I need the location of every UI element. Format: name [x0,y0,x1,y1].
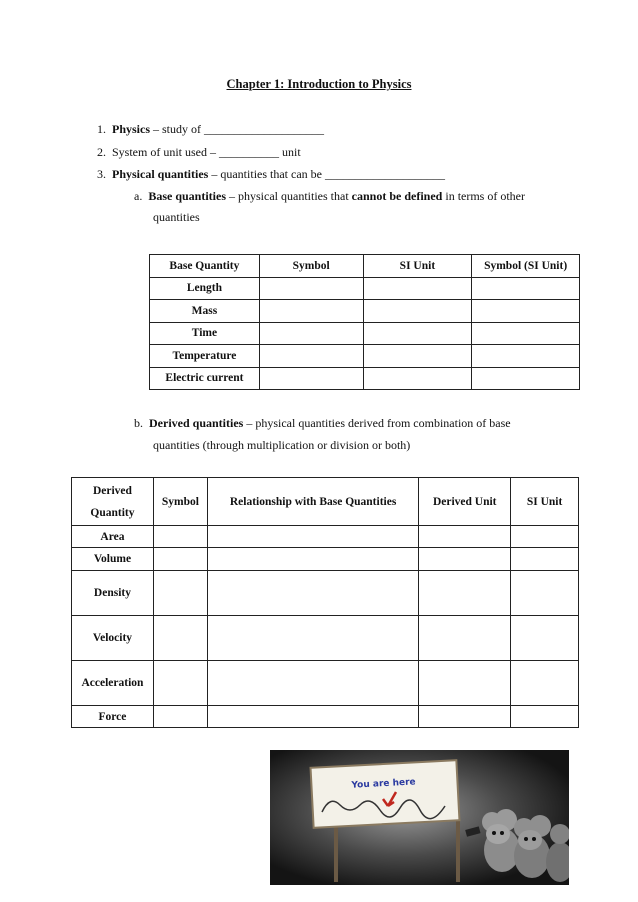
table-cell[interactable] [259,367,363,390]
table-row [150,300,580,323]
sub-b-letter: b. [134,416,143,430]
table-cell[interactable] [419,616,511,661]
table-header: Symbol (SI Unit) [472,255,580,278]
item-3-bold: Physical quantities [112,167,209,181]
table-cell[interactable] [363,367,472,390]
table-cell[interactable] [259,345,363,368]
table-cell[interactable] [207,616,418,661]
table-cell[interactable] [472,277,580,300]
base-quantity-table [149,254,580,390]
table-header: Relationship with Base Quantities [207,478,418,526]
table-cell[interactable] [207,548,418,571]
table-cell[interactable] [472,367,580,390]
sub-b-line1 [134,416,511,431]
sign-board [311,760,460,828]
table-header: Base Quantity [150,255,260,278]
row-label: Volume [72,548,154,571]
table-row [150,322,580,345]
table-cell[interactable] [207,661,418,706]
table-cell[interactable] [207,526,418,548]
sub-b-text1: – physical quantities derived from combination of base [243,416,511,430]
item-1-number: 1. [97,122,106,136]
row-label: Mass [150,300,260,323]
table-cell[interactable] [363,322,472,345]
item-2-after: unit [279,145,301,159]
table-cell[interactable] [472,345,580,368]
table-row [150,367,580,390]
table-cell[interactable] [153,548,207,571]
table-cell[interactable] [363,300,472,323]
table-row [72,526,579,548]
row-label: Length [150,277,260,300]
table-cell[interactable] [511,526,579,548]
table-header: Symbol [153,478,207,526]
item-3-text: – quantities that can be [208,167,325,181]
table-cell[interactable] [153,571,207,616]
table-cell[interactable] [153,706,207,728]
sub-a-bold: Base quantities [148,189,227,203]
item-3 [97,167,445,182]
table-cell[interactable] [363,345,472,368]
sign-text: You are here [351,777,416,791]
table-cell[interactable] [153,616,207,661]
cartoon-illustration [270,750,569,885]
table-cell[interactable] [511,706,579,728]
table-cell[interactable] [419,548,511,571]
page-title: Chapter 1: Introduction to Physics [226,77,412,91]
item-2-number: 2. [97,145,106,159]
item-1-bold: Physics [112,122,151,136]
row-label: Time [150,322,260,345]
item-1 [97,122,324,137]
table-cell[interactable] [207,706,418,728]
table-header: Symbol [259,255,363,278]
table-cell[interactable] [363,277,472,300]
table-cell[interactable] [419,706,511,728]
table-cell[interactable] [419,526,511,548]
table-cell[interactable] [259,300,363,323]
table-cell[interactable] [153,526,207,548]
sub-a-line1 [134,189,525,204]
table-cell[interactable] [472,322,580,345]
table-header: SI Unit [363,255,472,278]
item-1-text: – study of [150,122,205,136]
table-cell[interactable] [419,661,511,706]
sub-b-line2: quantities (through multiplication or division or both) [153,438,411,452]
item-3-blank[interactable]: ____________________ [325,167,445,181]
table-row [72,706,579,728]
sub-a-line2: quantities [153,210,200,224]
item-3-number: 3. [97,167,106,181]
table-header-row [72,478,579,526]
table-row [72,661,579,706]
table-header: Derived Unit [419,478,511,526]
row-label: Force [72,706,154,728]
sub-a-text1: – physical quantities that [226,189,352,203]
table-row [72,548,579,571]
table-cell[interactable] [153,661,207,706]
cartoon-image [270,750,569,885]
table-row [72,616,579,661]
table-cell[interactable] [511,548,579,571]
row-label: Temperature [150,345,260,368]
table-row [150,277,580,300]
sub-b-bold: Derived quantities [149,416,244,430]
sub-a-bold2: cannot be defined [351,189,443,203]
sub-a-text2: in terms of other [442,189,526,203]
table-header: Derived Quantity [72,478,154,526]
mouse-icon [514,815,551,878]
item-2-text: System of unit used – [112,145,219,159]
item-2 [97,145,301,160]
sub-a-letter: a. [134,189,143,203]
row-label: Acceleration [72,661,154,706]
item-1-blank[interactable]: ____________________ [204,122,325,136]
table-cell[interactable] [511,571,579,616]
table-cell[interactable] [419,571,511,616]
table-cell[interactable] [259,277,363,300]
table-row [72,571,579,616]
derived-quantity-table [71,477,579,728]
row-label: Density [72,571,154,616]
table-cell[interactable] [259,322,363,345]
item-2-blank[interactable]: __________ [219,145,279,159]
row-label: Area [72,526,154,548]
table-header: SI Unit [511,478,579,526]
table-cell[interactable] [207,571,418,616]
table-header-row [150,255,580,278]
row-label: Velocity [72,616,154,661]
table-cell[interactable] [511,616,579,661]
row-label: Electric current [150,367,260,390]
table-cell[interactable] [511,661,579,706]
mouse-icon [482,809,520,872]
table-cell[interactable] [472,300,580,323]
table-row [150,345,580,368]
